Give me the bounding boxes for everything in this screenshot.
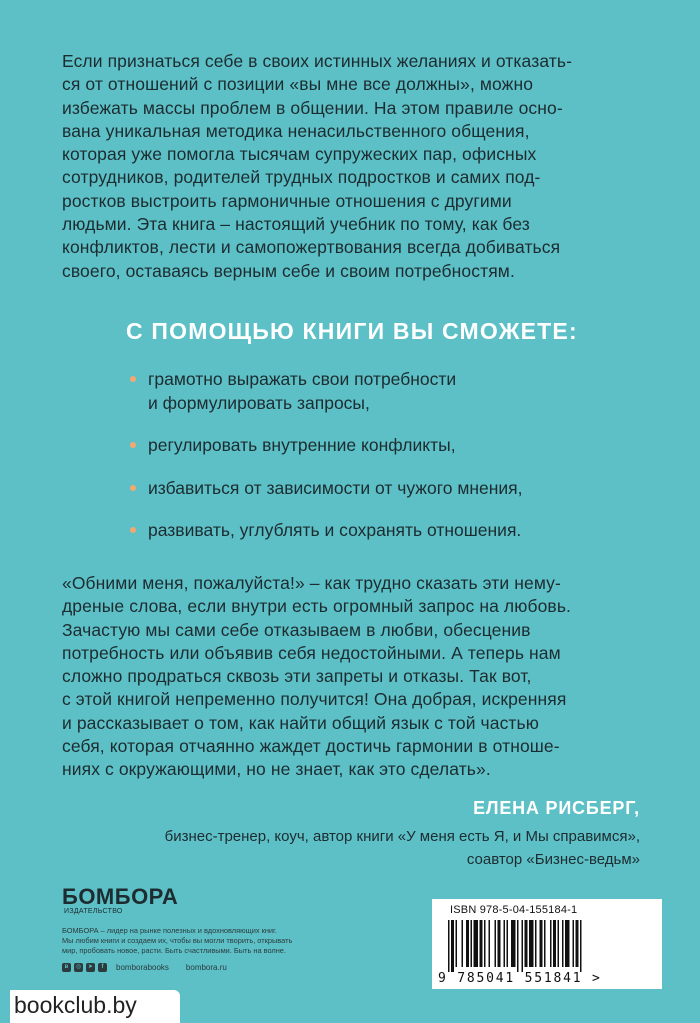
intro-line: избежать массы проблем в общении. На этом правиле осно-: [62, 97, 563, 118]
intro-line: вана уникальная методика ненасильственного общения,: [62, 120, 530, 141]
quote-line: дреные слова, если внутри есть огромный запрос на любовь.: [62, 596, 571, 617]
quote-line: «Обними меня, пожалуйста!» – как трудно сказать эти нему-: [62, 573, 561, 593]
intro-paragraph: [62, 50, 642, 283]
vk-icon: в: [62, 963, 71, 972]
bullet-dot-icon: [130, 376, 136, 382]
quote-author-role: бизнес-тренер, коуч, автор книги «У меня есть Я, и Мы справимся»,: [164, 828, 640, 845]
publisher-site: bombora.ru: [185, 963, 227, 972]
benefit-label: регулировать внутренние конфликты,: [148, 435, 456, 455]
publisher-logo: БОМБОРА: [62, 884, 179, 909]
quote-line: ниях с окружающими, но не знает, как это сделать».: [62, 759, 491, 780]
benefit-label: развивать, углублять и сохранять отношения.: [148, 520, 522, 540]
intro-line: конфликтов, лести и самопожертвования всегда добиваться: [62, 237, 561, 258]
benefits-heading: С ПОМОЩЬЮ КНИГИ ВЫ СМОЖЕТЕ:: [126, 318, 578, 344]
benefit-item: [130, 434, 456, 458]
quote-line: и рассказывает о том, как найти общий язык с той частью: [62, 712, 539, 733]
quote-author-name: ЕЛЕНА РИСБЕРГ,: [473, 798, 640, 818]
benefit-label-line: грамотно выражать свои потребности: [148, 369, 457, 389]
benefit-label-line: и формулировать запросы,: [148, 392, 370, 413]
telegram-icon: ➤: [87, 964, 94, 970]
benefit-item: [130, 519, 521, 543]
quote-line: потребность или объявив себя недостойными. А теперь нам: [62, 642, 561, 663]
quote-line: Зачастую мы сами себе отказываем в любви, обесценив: [62, 619, 531, 640]
intro-line: ся от отношений с позиции «вы мне все должны», можно: [62, 74, 534, 95]
publisher-social-handle: bomborabooks: [116, 963, 169, 972]
isbn-label: ISBN 978-5-04-155184-1: [450, 904, 578, 916]
publisher-social-row: [62, 963, 227, 972]
bullet-dot-icon: [130, 442, 136, 448]
watermark-badge: [10, 990, 180, 1023]
intro-line: ростков выстроить гармоничные отношения с другими: [62, 190, 512, 211]
benefit-item: [130, 368, 456, 415]
instagram-icon: ◎: [75, 964, 82, 970]
benefit-label: избавиться от зависимости от чужого мнения,: [148, 478, 523, 498]
intro-line: Если признаться себе в своих истинных желаниях и отказать-: [62, 51, 573, 71]
quote-line: с этой книгой непременно получится! Она добрая, искренняя: [62, 689, 567, 710]
quote-line: сложно продраться сквозь эти запреты и отказы. Так вот,: [62, 666, 532, 687]
intro-line: людьми. Эта книга – настоящий учебник по тому, как без: [62, 214, 530, 235]
publisher-blurb-line: БОМБОРА – лидер на рынке полезных и вдохновляющих книг.: [62, 926, 277, 935]
publisher-blurb-line: мир, пробовать новое, расти. Быть счастливыми. Быть на волне.: [62, 946, 286, 955]
facebook-icon: f: [98, 963, 107, 972]
quote-author-role: соавтор «Бизнес-ведьм»: [466, 851, 640, 868]
testimonial-quote: [62, 572, 642, 782]
watermark-text: bookclub.by: [14, 992, 137, 1018]
benefit-label: [148, 368, 456, 415]
benefit-item: [130, 477, 523, 501]
publisher-blurb-line: Мы любим книги и создаем их, чтобы вы могли творить, открывать: [62, 936, 293, 945]
bullet-dot-icon: [130, 527, 136, 533]
barcode-digits: 9 785041 551841 >: [438, 971, 602, 986]
intro-line: сотрудников, родителей трудных подростков и самих под-: [62, 167, 541, 188]
quote-line: себя, которая отчаянно жаждет достичь гармонии в отноше-: [62, 736, 560, 757]
publisher-logo-subtitle: ИЗДАТЕЛЬСТВО: [64, 908, 123, 915]
intro-line: которая уже помогла тысячам супружеских пар, офисных: [62, 144, 537, 165]
intro-line: своего, оставаясь верным себе и своим потребностям.: [62, 260, 515, 281]
barcode-icon: [446, 920, 646, 972]
barcode-panel: [432, 899, 662, 989]
bullet-dot-icon: [130, 485, 136, 491]
